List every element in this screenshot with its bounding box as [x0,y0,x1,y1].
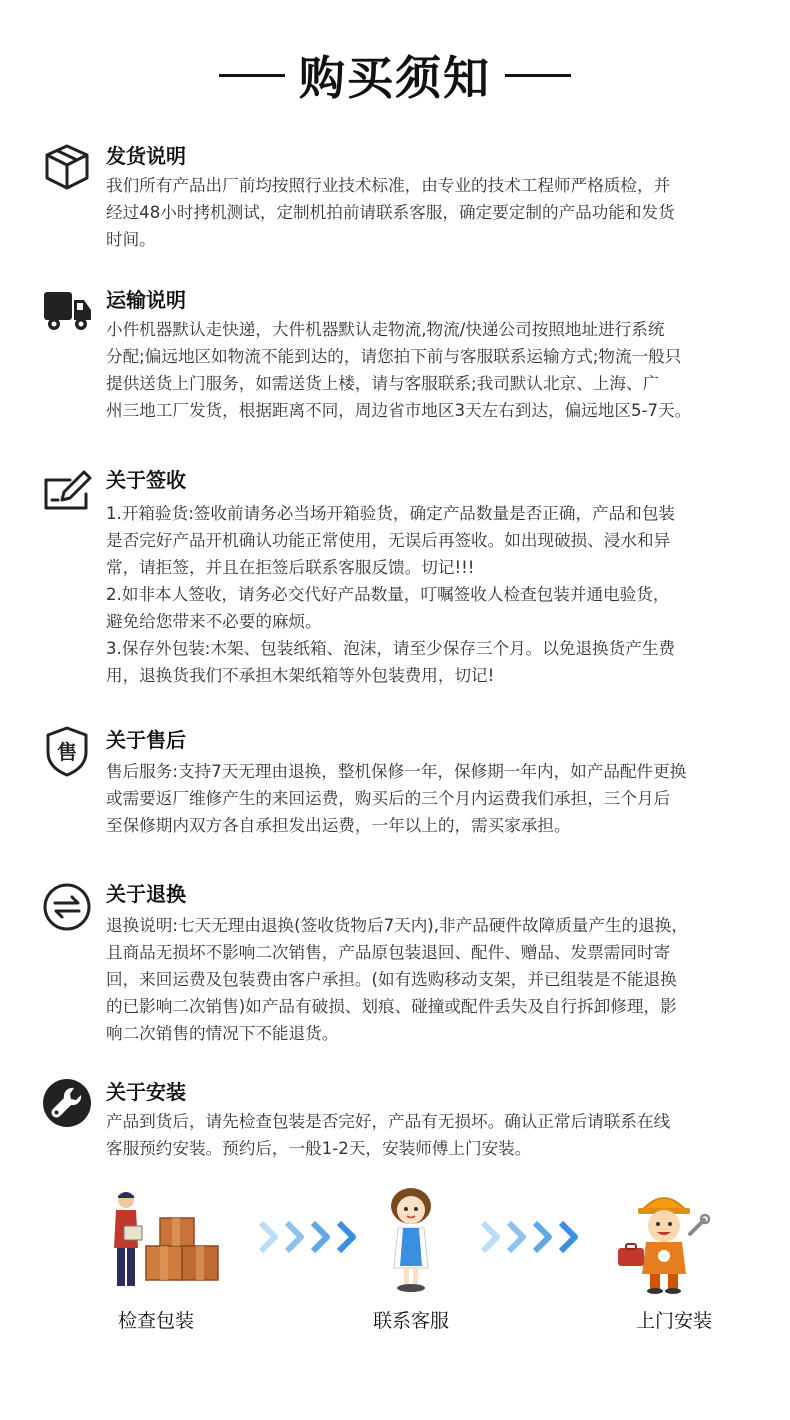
section-body: 售后服务:支持7天无理由退换，整机保修一年，保修期一年内，如产品配件更换 或需要返厂维修产生的来回运费，购买后的三个月内运费我们承担，三个月后 至保修期内双方各自承担发出运费，一年以上的，需买家承担。 [106,762,687,835]
section-title: 关于售后 [106,728,186,752]
truck-icon [40,284,94,338]
chevron-right-icon [480,1220,502,1254]
installer-icon [614,1184,714,1296]
section-title: 运输说明 [106,288,186,312]
section-title: 发货说明 [106,144,186,168]
section-title: 关于签收 [106,468,186,492]
wrench-icon [40,1076,94,1130]
section-body: 1.开箱验货:签收前请务必当场开箱验货，确定产品数量是否正确，产品和包装 是否完好产品开机确认功能正常使用，无误后再签收。如出现破损、浸水和异 常，请拒签，并且在拒签后联系客服反馈。切记!!! 2.如非本人签收，请务必交代好产品数量，叮嘱签收人检查包装并通电验货， 避免给您带来不必要的麻烦。 3.保存外包装:木架、包装纸箱、泡沫，请至少保存三个月。以免退换货产生费 用，退换货我们不承担木架纸箱等外包装费用，切记! [106,504,676,685]
install-flow [0,1178,790,1348]
chevron-right-icon [558,1220,580,1254]
chevron-right-icon [506,1220,528,1254]
flow-step-label: 检查包装 [117,1310,194,1332]
sign-icon [40,466,94,520]
box-icon [40,140,94,194]
chevron-right-icon [532,1220,554,1254]
section-body: 退换说明:七天无理由退换(签收货物后7天内),非产品硬件故障质量产生的退换， 且商品无损坏不影响二次销售，产品原包装退回、配件、赠品、发票需同时寄 回，来回运费及包装费由客户承担。(如有选购移动支架，并已组装是不能退换 的已影响二次销售)如产品有破损、划痕、碰撞或配件丢失及自行拆卸修理，影 响二次销售的情况下不能退货。 [106,916,688,1043]
customer-service-icon [376,1184,446,1296]
chevron-right-icon [310,1220,332,1254]
title-line-left [219,74,285,77]
flow-step-label: 联系客服 [372,1310,449,1332]
exchange-icon [40,880,94,934]
section-title: 关于退换 [106,882,186,906]
shield-icon [40,724,94,778]
section-body: 产品到货后，请先检查包装是否完好，产品有无损坏。确认正常后请联系在线 客服预约安装。预约后，一般1-2天，安装师傅上门安装。 [106,1112,671,1158]
courier-boxes-icon [104,1186,224,1294]
chevron-right-icon [284,1220,306,1254]
page-title: 购买须知 [299,51,491,105]
chevron-right-icon [336,1220,358,1254]
flow-step-label: 上门安装 [635,1310,712,1332]
flow-arrow-2 [480,1220,584,1254]
section-title: 关于安装 [106,1080,186,1104]
section-body: 我们所有产品出厂前均按照行业技术标准，由专业的技术工程师严格质检，并 经过48小时拷机测试，定制机拍前请联系客服，确定要定制的产品功能和发货 时间。 [106,176,675,249]
title-line-right [505,74,571,77]
section-body: 小件机器默认走快递，大件机器默认走物流,物流/快递公司按照地址进行系统 分配;偏远地区如物流不能到达的，请您拍下前与客服联系运输方式;物流一般只 提供送货上门服务，如需送货上楼，请与客服联系;我司默认北京、上海、广 州三地工厂发货，根据距离不同，周边省市地区3天左右到达，偏远地区5-7天。 [106,320,692,420]
shield-char: 售 [57,740,77,764]
flow-arrow-1 [258,1220,362,1254]
chevron-right-icon [258,1220,280,1254]
page-header [0,40,790,110]
